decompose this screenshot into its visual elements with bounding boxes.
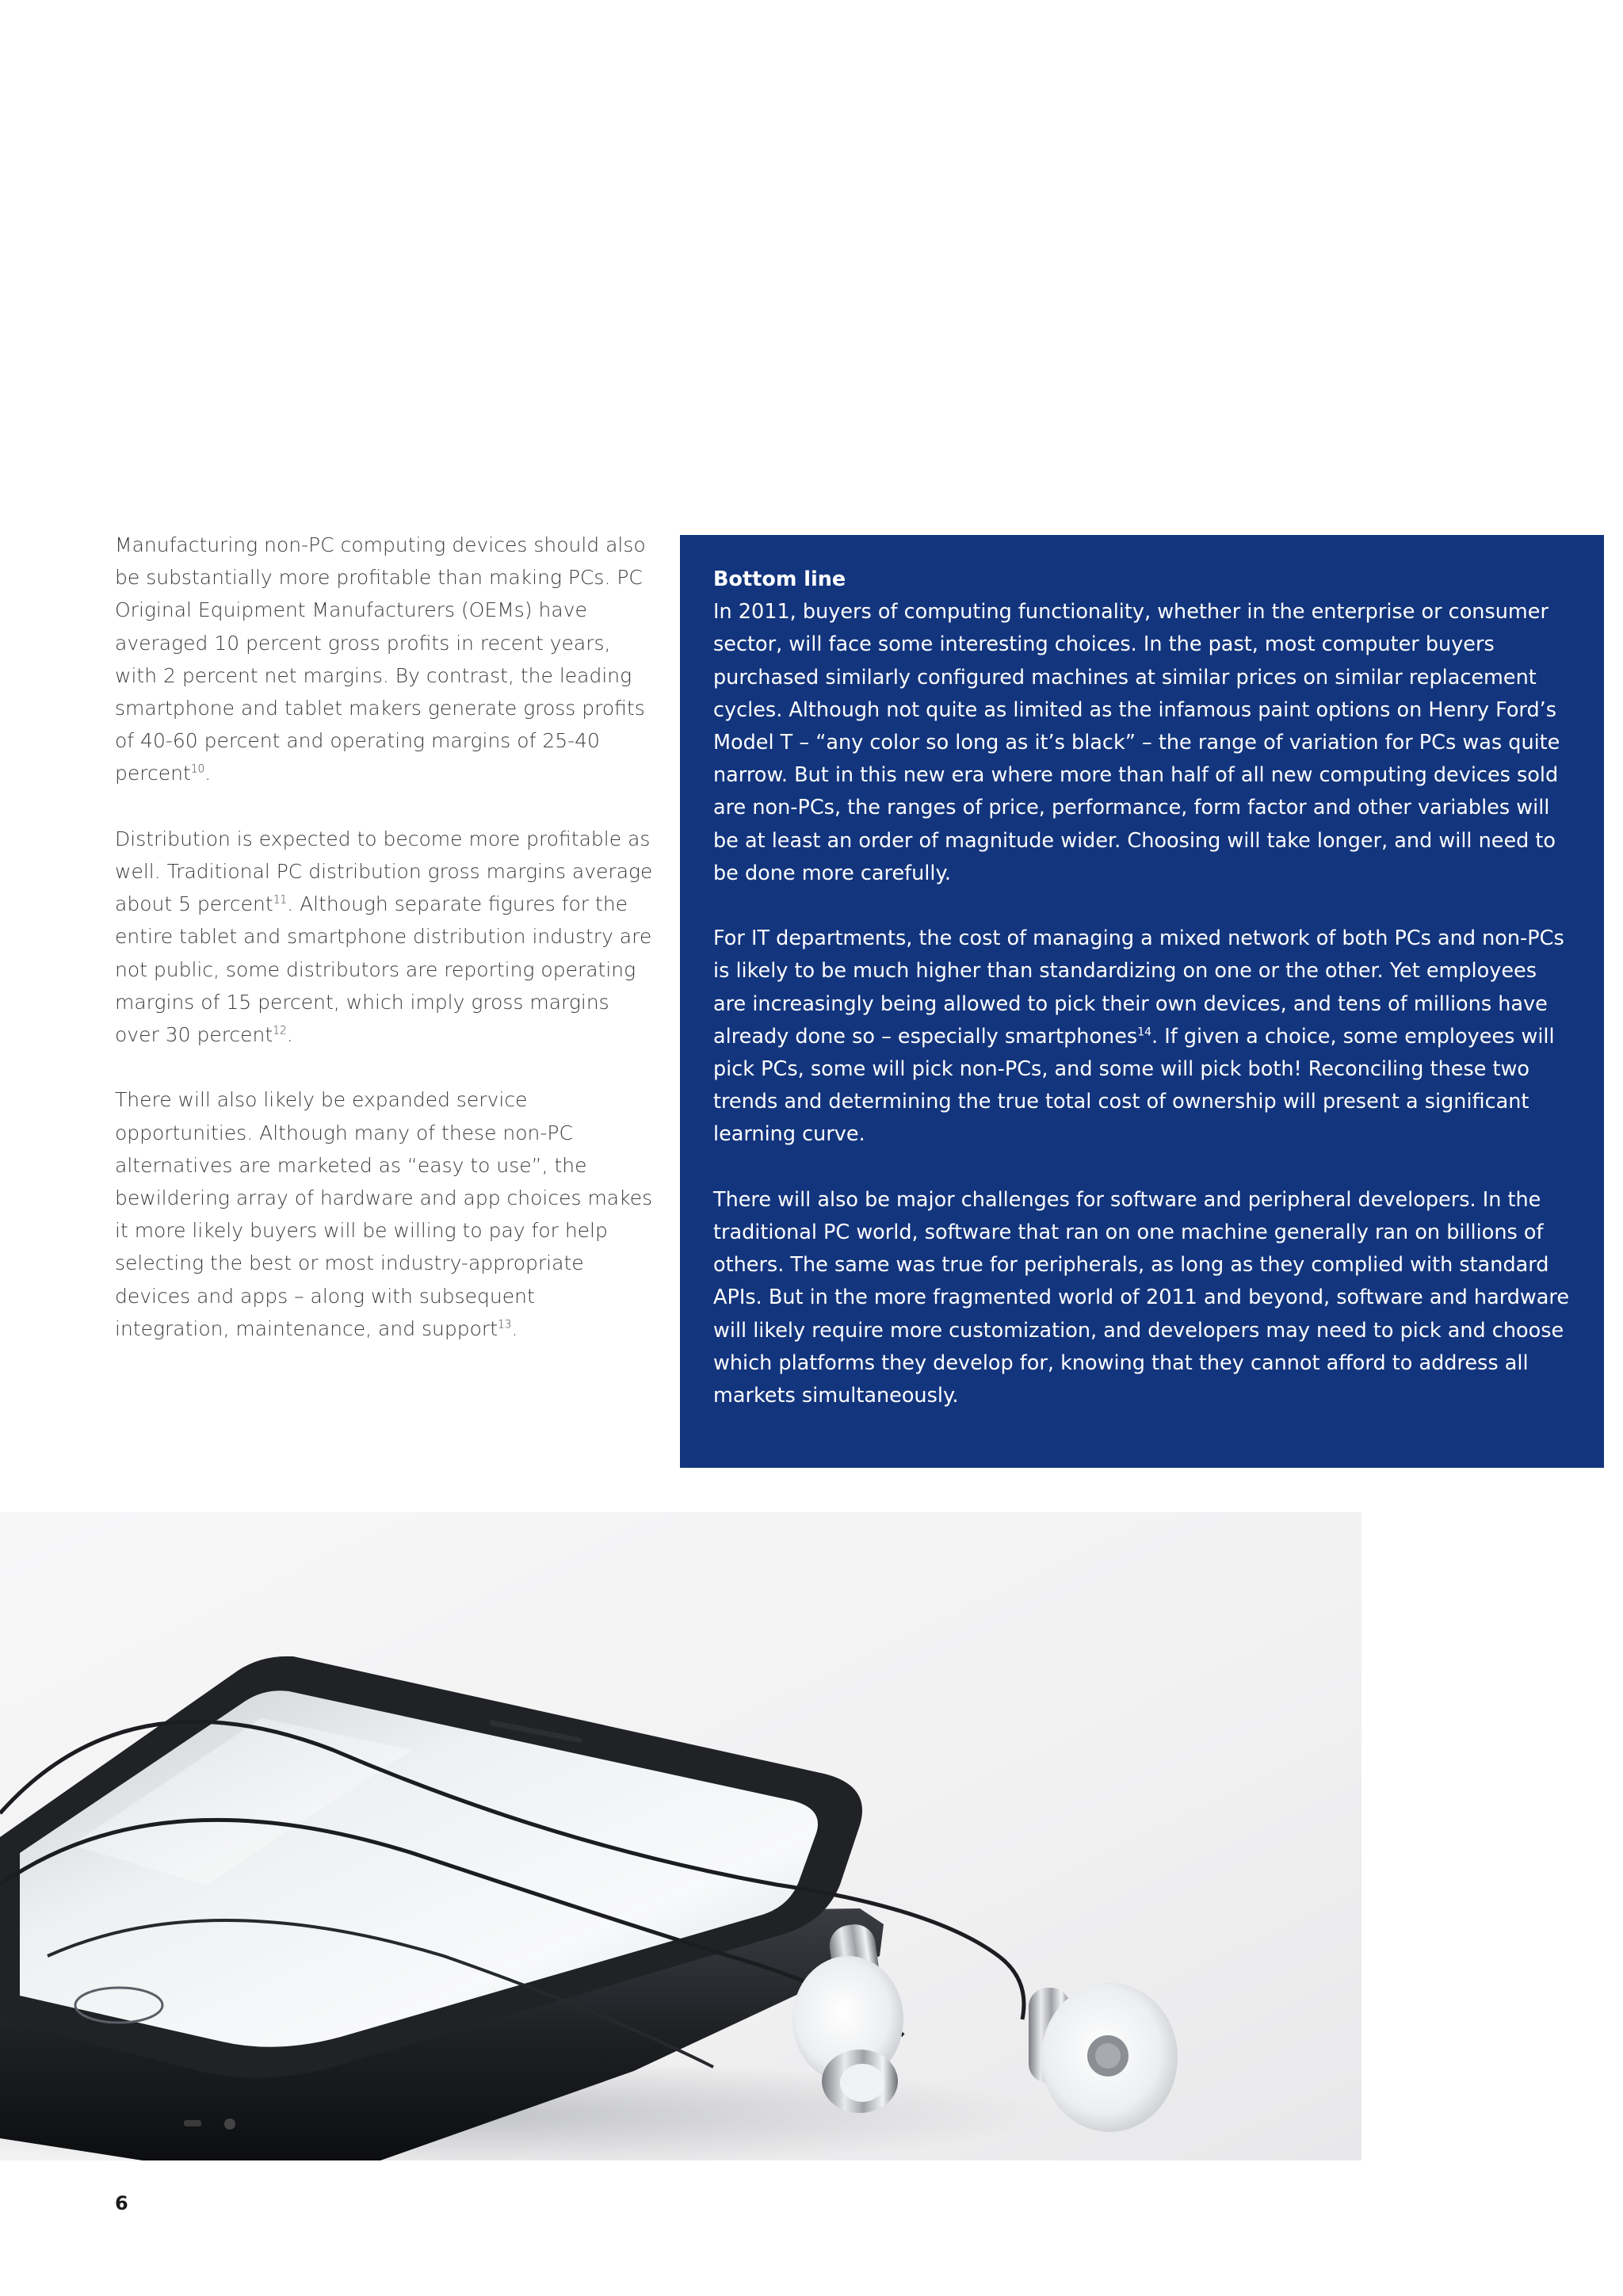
- footnote-ref-10: 10: [190, 763, 205, 777]
- paragraph-distribution: [115, 823, 654, 1051]
- left-column: [115, 529, 654, 1377]
- text-segment: .: [511, 1316, 518, 1340]
- text-segment: Distribution is expected to become more profitable as well. Traditional PC distribution gross margins average about 5 percent: [115, 827, 653, 916]
- footnote-ref-12: 12: [273, 1024, 287, 1037]
- text-segment: For IT departments, the cost of managing a mixed network of both PCs and non-PCs is likely to be much higher than standardizing on one or the other. Yet employees are increasingly being allowed to pick their own devices, and tens of millions have already done so – especially smartphones: [713, 926, 1564, 1049]
- text-segment: There will also be major challenges for software and peripheral developers. In the traditional PC world, software that ran on one machine generally ran on billions of others. The same was true for peripherals, as long as they complied with standard APIs. But in the more fragmented world of 2011 and beyond, software and hardware will likely require more customization, and developers may need to pick and choose which platforms they develop for, knowing that they cannot afford to address all markets simultaneously.: [713, 1187, 1570, 1408]
- text-segment: . Although separate figures for the entire tablet and smartphone distribution industry are not public, some distributors are reporting operating margins of 15 percent, which imply gross margins over 30 percent: [115, 892, 652, 1047]
- text-segment: . If given a choice, some employees will pick PCs, some will pick non-PCs, and some will pick both! Reconciling these two trends and determining the true total cost of ownership will present a significant learning curve.: [713, 1024, 1555, 1147]
- text-segment: Manufacturing non-PC computing devices should also be substantially more profitable than making PCs. PC Original Equipment Manufacturers (OEMs) have averaged 10 percent gross profits in recent years, with 2 percent net margins. By contrast, the leading smartphone and tablet makers generate gross profits of 40-60 percent and operating margins of 25-40 percent: [115, 533, 646, 785]
- bottom-line-box: [680, 535, 1604, 1468]
- footnote-ref-11: 11: [273, 893, 288, 907]
- text-segment: In 2011, buyers of computing functionality, whether in the enterprise or consumer sector, will face some interesting choices. In the past, most computer buyers purchased similarly configured machines at similar prices on similar replacement cycles. Although not quite as limited as the infamous paint options on Henry Ford’s Model T – “any color so long as it’s black” – the range of variation for PCs was quite narrow. But in this new era where more than half of all new computing devices sold are non-PCs, the ranges of price, performance, form factor and other variables will be at least an order of magnitude wider. Choosing will take longer, and will need to be done more carefully.: [713, 600, 1560, 885]
- paragraph-oem-margins: [115, 529, 654, 790]
- text-segment: There will also likely be expanded service opportunities. Although many of these non-PC alternatives are marketed as “easy to use”, the bewildering array of hardware and app choices makes it more likely buyers will be willing to pay for help selecting the best or most industry-appropriate devices and apps – along with subsequent integration, maintenance, and support: [115, 1088, 653, 1340]
- paragraph-it-departments: [713, 923, 1572, 1151]
- text-segment: .: [204, 762, 212, 785]
- paragraph-buyer-choices: [713, 596, 1572, 890]
- paragraph-service-opportunities: [115, 1083, 654, 1345]
- page-number: 6: [115, 2192, 128, 2214]
- footnote-ref-13: 13: [498, 1318, 512, 1331]
- paragraph-developer-challenges: [713, 1184, 1572, 1412]
- text-segment: .: [286, 1023, 293, 1047]
- smartphone-with-earphones-photo: [0, 1512, 1361, 2160]
- bottom-line-heading: Bottom line: [713, 567, 846, 591]
- footnote-ref-14: 14: [1137, 1026, 1152, 1039]
